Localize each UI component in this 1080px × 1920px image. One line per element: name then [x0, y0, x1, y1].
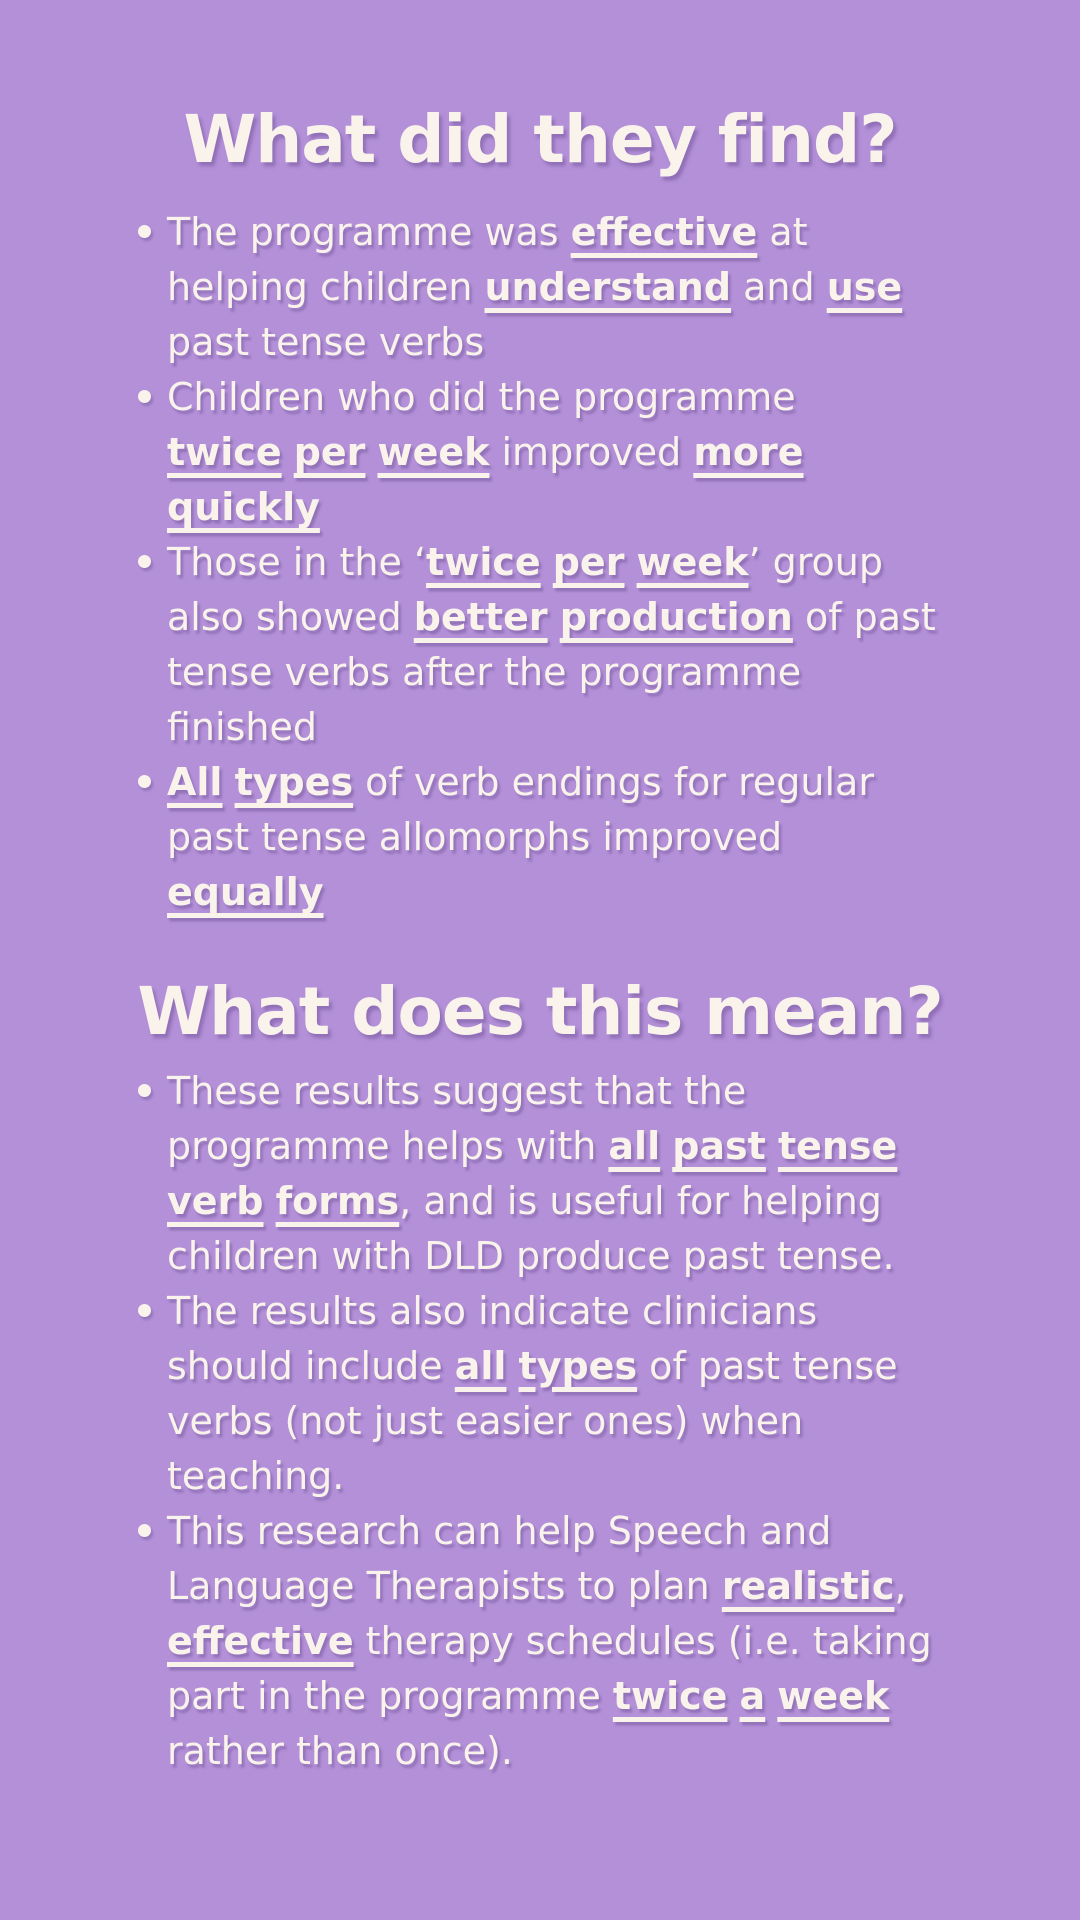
text-line: The results also indicate clinicians: [167, 1288, 818, 1333]
bullet-dot-icon: [138, 1084, 151, 1097]
bullet-dot-icon: [138, 1304, 151, 1317]
text-line: rather than once).: [167, 1728, 513, 1773]
text-line: All types of verb endings for regular: [167, 760, 874, 805]
underlined-keyword: All: [167, 760, 223, 805]
meaning-bullet-list: [0, 1064, 1080, 1779]
text-line: tense verbs after the programme: [167, 650, 802, 695]
bullet-dot-icon: [138, 225, 151, 238]
underlined-keyword: effective: [570, 210, 758, 255]
underlined-keyword: production: [559, 595, 793, 640]
underlined-keyword: types: [518, 1343, 638, 1388]
underlined-keyword: quickly: [167, 485, 320, 530]
text-line: verbs (not just easier ones) when: [167, 1398, 804, 1443]
underlined-keyword: more: [693, 430, 804, 475]
underlined-keyword: effective: [167, 1618, 354, 1663]
text-line: also showed better production of past: [167, 595, 936, 640]
text-line: teaching.: [167, 1453, 345, 1498]
section-title-findings: What did they find?: [183, 101, 897, 178]
text-line: helping children understand and use: [167, 265, 903, 310]
text-line: past tense verbs: [167, 320, 485, 365]
underlined-keyword: tense: [777, 1123, 898, 1168]
underlined-keyword: use: [826, 265, 903, 310]
underlined-keyword: understand: [484, 265, 732, 310]
bullet-dot-icon: [138, 775, 151, 788]
bullet-dot-icon: [138, 1524, 151, 1537]
text-line: should include all types of past tense: [167, 1343, 898, 1388]
list-item: [167, 370, 1040, 535]
section-title-meaning: What does this mean?: [137, 973, 943, 1051]
text-line: verb forms, and is useful for helping: [167, 1178, 882, 1223]
list-item: [167, 1504, 1040, 1779]
underlined-keyword: verb: [167, 1178, 264, 1223]
underlined-keyword: better: [413, 595, 548, 640]
text-line: These results suggest that the: [167, 1068, 747, 1113]
underlined-keyword: week: [636, 540, 749, 585]
text-line: [167, 480, 1040, 535]
text-line: finished: [167, 705, 317, 750]
underlined-keyword: types: [234, 760, 354, 805]
underlined-keyword: week: [377, 430, 490, 475]
underlined-keyword: equally: [167, 870, 324, 915]
underlined-keyword: all: [454, 1343, 507, 1388]
text-line: twice per week improved more: [167, 430, 804, 475]
underlined-keyword: a: [739, 1673, 766, 1718]
underlined-keyword: week: [777, 1673, 890, 1718]
underlined-keyword: twice: [612, 1673, 728, 1718]
findings-bullet-list: [0, 205, 1080, 920]
text-line: effective therapy schedules (i.e. taking: [167, 1618, 932, 1663]
text-line: Those in the ‘twice per week’ group: [167, 540, 883, 585]
underlined-keyword: twice: [426, 540, 541, 585]
text-line: past tense allomorphs improved: [167, 815, 783, 860]
underlined-keyword: all: [608, 1123, 661, 1168]
underlined-keyword: per: [293, 430, 366, 475]
bullet-dot-icon: [138, 555, 151, 568]
text-line: children with DLD produce past tense.: [167, 1233, 895, 1278]
bullet-dot-icon: [138, 390, 151, 403]
list-item: [167, 205, 1040, 370]
text-line: Children who did the programme: [167, 375, 796, 420]
list-item: [167, 1284, 1040, 1504]
underlined-keyword: forms: [275, 1178, 400, 1223]
list-item: [167, 1064, 1040, 1284]
text-line: part in the programme twice a week: [167, 1673, 890, 1718]
underlined-keyword: twice: [167, 430, 282, 475]
underlined-keyword: realistic: [721, 1563, 895, 1608]
text-line: [167, 865, 1040, 920]
text-line: Language Therapists to plan realistic,: [167, 1563, 907, 1608]
list-item: [167, 755, 1040, 920]
underlined-keyword: past: [672, 1123, 766, 1168]
list-item: [167, 535, 1040, 755]
text-line: programme helps with all past tense: [167, 1123, 898, 1168]
text-line: The programme was effective at: [167, 210, 808, 255]
underlined-keyword: per: [552, 540, 625, 585]
text-line: This research can help Speech and: [167, 1508, 832, 1553]
